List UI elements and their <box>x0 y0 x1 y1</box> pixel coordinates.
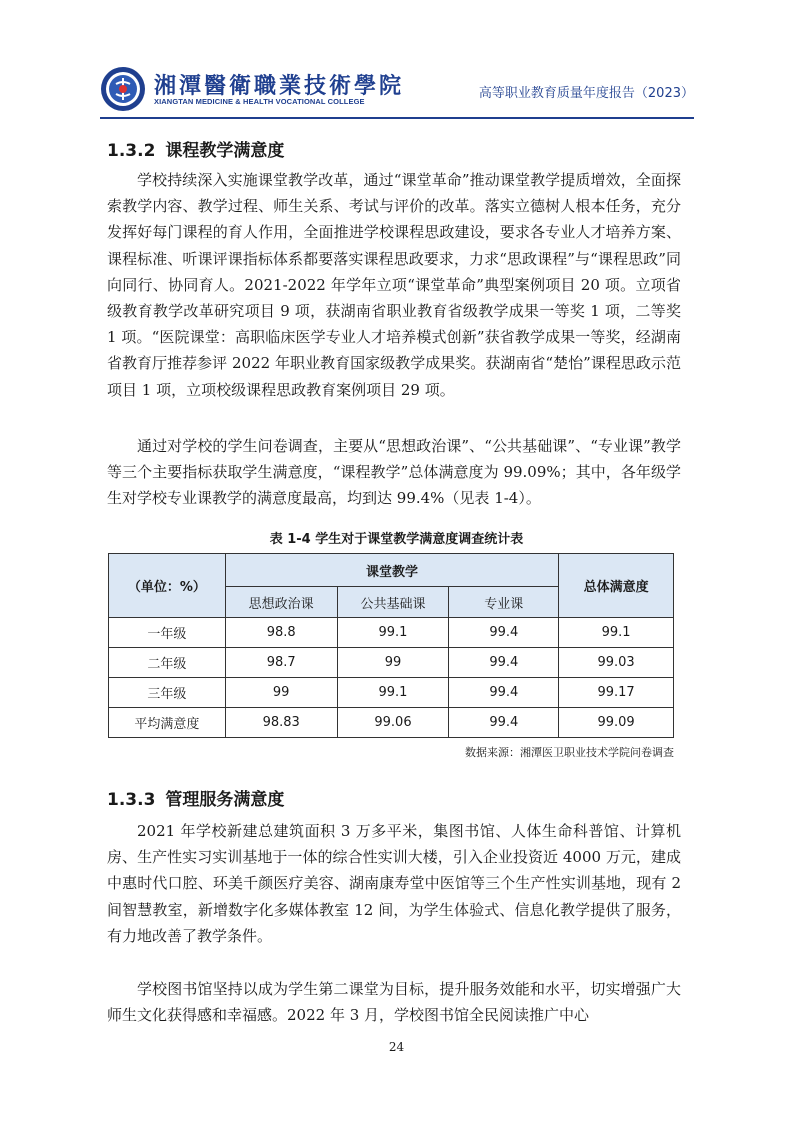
satisfaction-table <box>108 553 674 738</box>
table-cell: 99.17 <box>559 678 674 708</box>
table-row <box>109 618 674 648</box>
table-cell: 98.8 <box>225 618 337 648</box>
school-logo-icon <box>100 66 146 112</box>
unit-header: （单位：%） <box>109 554 226 618</box>
section-heading-1-3-3 <box>107 785 284 810</box>
school-name-en: XIANGTAN MEDICINE & HEALTH VOCATIONAL COLLEGE <box>154 97 365 106</box>
header-divider <box>100 117 694 119</box>
row-label: 三年级 <box>109 678 226 708</box>
table-cell: 99 <box>225 678 337 708</box>
report-title: 高等职业教育质量年度报告（2023） <box>478 86 694 101</box>
group-header: 课堂教学 <box>225 554 558 587</box>
column-header: 专业课 <box>449 587 559 618</box>
section-number: 1.3.2 <box>107 141 156 161</box>
table-caption: 表 1-4 学生对于课堂教学满意度调查统计表 <box>269 532 524 547</box>
page-number: 24 <box>388 1040 405 1054</box>
column-header: 思想政治课 <box>225 587 337 618</box>
table-cell: 99.1 <box>337 618 449 648</box>
section-heading-1-3-2 <box>107 136 284 161</box>
table-cell: 98.83 <box>225 708 337 738</box>
table-cell: 99.1 <box>559 618 674 648</box>
column-header: 公共基础课 <box>337 587 449 618</box>
table-row <box>109 678 674 708</box>
table-cell: 99 <box>337 648 449 678</box>
row-label: 一年级 <box>109 618 226 648</box>
overall-header: 总体满意度 <box>559 554 674 618</box>
paragraph: 学校图书馆坚持以成为学生第二课堂为目标，提升服务效能和水平，切实增强广大师生文化获得感和幸福感。2022 年 3 月，学校图书馆全民阅读推广中心 <box>107 980 681 1025</box>
paragraph: 通过对学校的学生问卷调查，主要从“思想政治课”、“公共基础课”、“专业课”教学等三个主要指标获取学生满意度，“课程教学”总体满意度为 99.09%；其中，各年级学生对学校专业课教学的满意度最高，均到达 99.4%（见表 1-4）。 <box>107 437 681 508</box>
table-cell: 99.4 <box>449 648 559 678</box>
section-number: 1.3.3 <box>107 790 156 810</box>
table-cell: 99.06 <box>337 708 449 738</box>
section-title: 管理服务满意度 <box>165 790 285 810</box>
paragraph: 2021 年学校新建总建筑面积 3 万多平米，集图书馆、人体生命科普馆、计算机房、生产性实习实训基地于一体的综合性实训大楼，引入企业投资近 4000 万元，建成中惠时代口腔、环美千颜医疗美容、湖南康寿堂中医馆等三个生产性实训基地，现有 2 间智慧教室，新增数字化多媒体教室 12 间，为学生体验式、信息化教学提供了服务，有力地改善了教学条件。 <box>107 822 681 945</box>
school-name-cn: 湘潭醫衛職業技術學院 <box>154 73 405 99</box>
section-title: 课程教学满意度 <box>165 141 285 161</box>
table-source-note: 数据来源：湘潭医卫职业技术学院问卷调查 <box>465 746 674 759</box>
paragraph: 学校持续深入实施课堂教学改革，通过“课堂革命”推动课堂教学提质增效，全面探索教学内容、教学过程、师生关系、考试与评价的改革。落实立德树人根本任务，充分发挥好每门课程的育人作用，全面推进学校课程思政建设，要求各专业人才培养方案、课程标准、听课评课指标体系都要落实课程思政要求，力求“思政课程”与“课程思政”同向同行、协同育人。2021-2022 年学年立项“课堂革命”典型案例项目 20 项。立项省级教育教学改革研究项目 9 项，获湖南省职业教育省级教学成果一等奖 1 项，二等奖 1 项。“医院课堂：高职临床医学专业人才培养模式创新”获省教学成果一等奖，经湖南省教育厅推荐参评 2022 年职业教育国家级教学成果奖。获湖南省“楚怡”课程思政示范项目 1 项，立项校级课程思政教育案例项目 29 项。 <box>107 171 681 399</box>
table-cell: 99.4 <box>449 618 559 648</box>
row-label: 二年级 <box>109 648 226 678</box>
table-row <box>109 648 674 678</box>
table-cell: 99.09 <box>559 708 674 738</box>
table-row <box>109 708 674 738</box>
table-cell: 99.1 <box>337 678 449 708</box>
table-cell: 99.4 <box>449 678 559 708</box>
row-label: 平均满意度 <box>109 708 226 738</box>
table-cell: 99.4 <box>449 708 559 738</box>
page-header <box>100 66 694 112</box>
table-cell: 98.7 <box>225 648 337 678</box>
table-cell: 99.03 <box>559 648 674 678</box>
